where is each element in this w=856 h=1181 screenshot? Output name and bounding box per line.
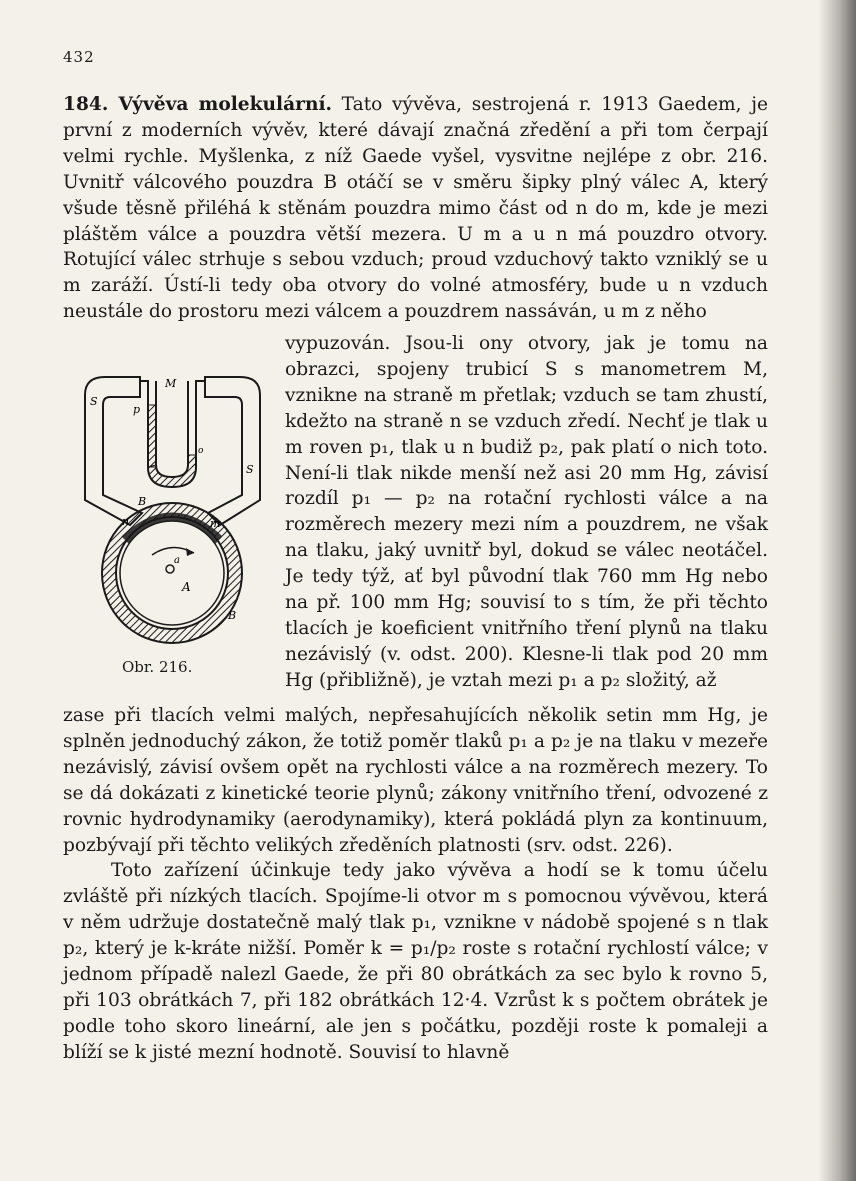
page-number: 432 (63, 48, 95, 66)
wrap-paragraph: vypuzován. Jsou-li ony otvory, jak je tomu na obrazci, spojeny trubicí S s manometrem M, vznikne na straně m přetlak; vzduch se tam zhustí, kdežto na straně n se vzduch zředí. Nechť je tlak u m roven p₁, tlak u n budiž p₂, pak platí o nich toto. Není-li tlak nikde menší než asi 20 mm Hg, závisí rozdíl p₁ — p₂ na rotační rychlosti válce a na rozměrech mezery mezi ním a pouzdrem, ne však na tlaku, jaký uvnitř byl, dokud se válec neotáčel. Je tedy týž, ať byl původní tlak 760 mm Hg nebo na př. 100 mm Hg; souvisí to s tím, že při těchto tlacích je koeficient vnitřního tření plynů na tlaku nezávislý (v. odst. 200). Klesne-li tlak pod 20 mm Hg (přibližně), je vztah mezi p₁ a p₂ složitý, až (285, 333, 768, 691)
section-heading: 184. Vývěva molekulární. (63, 94, 333, 115)
label-p: p (133, 403, 141, 416)
label-a: a (174, 555, 180, 566)
intro-text: Tato vývěva, sestrojená r. 1913 Gaedem, je první z moderních vývěv, které dávají značná zředění a při tom čerpají velmi rychle. Myšlenka, z níž Gaede vyšel, vysvitne nejlépe z obr. 216. Uvnitř válcového pouzdra B otáčí se v směru šipky plný válec A, který všude těsně přiléhá k stěnám pouzdra mimo část od n do m, kde je mezi pláštěm válce a pouzdra větší mezera. U m a u n má pouzdro otvory. Rotující válec strhuje s sebou vzduch; proud vzduchový takto vzniklý se u m zaráží. Ústí-li tedy oba otvory do volné atmosféry, bude u n vzduch neustále do prostoru mezi válcem a pouzdrem nassáván, u m z něho (63, 94, 768, 323)
figure-caption: Obr. 216. (122, 658, 193, 676)
wrap-text-block (285, 331, 768, 694)
label-S-right: S (246, 463, 254, 476)
pump-diagram (70, 355, 275, 655)
label-o: o (198, 446, 204, 456)
second-paragraph: Toto zařízení účinkuje tedy jako vývěva a hodí se k tomu účelu zvláště při nízkých tlacích. Spojíme-li otvor m s pomocnou vývěvou, která v něm udržuje dostatečně malý tlak p₁, vznikne v nádobě spojené s n tlak p₂, který je k-kráte nižší. Poměr k = p₁/p₂ roste s rotační rychlostí válce; v jednom případě nalezl Gaede, že při 80 obrátkách za sec bylo k rovno 5, při 103 obrátkách 7, při 182 obrátkách 12·4. Vzrůst k s počtem obrátek je podle toho skoro lineární, ale jen s počátku, později roste k pomaleji a blíží se k jisté mezní hodnotě. Souvisí to hlavně (63, 860, 768, 1063)
continuation-paragraph: zase při tlacích velmi malých, nepřesahujících několik setin mm Hg, je splněn jednoduchý zákon, že totiž poměr tlaků p₁ a p₂ je na tlaku v mezeře nezávislý, závisí ovšem opět na rychlosti válce a na rozměrech mezery. To se dá dokázati z kinetické teorie plynů; zákony vnitřního tření, odvozené z rovnic hydrodynamiky (aerodynamiky), která pokládá plyn za kontinuum, pozbývají při těchto velikých zředěních platnosti (srv. odst. 226). (63, 705, 768, 856)
intro-block (63, 92, 768, 325)
figure-216 (70, 355, 275, 655)
intro-paragraph (63, 92, 768, 325)
label-A: A (182, 580, 191, 594)
label-B-bottom: B (228, 609, 237, 622)
label-m: m (210, 517, 221, 530)
page-edge-shadow (818, 0, 856, 1181)
label-M: M (165, 377, 177, 390)
continuation-block (63, 703, 768, 1066)
label-B-top: B (138, 495, 147, 508)
label-n: n (122, 515, 130, 528)
label-S-left: S (90, 395, 98, 408)
